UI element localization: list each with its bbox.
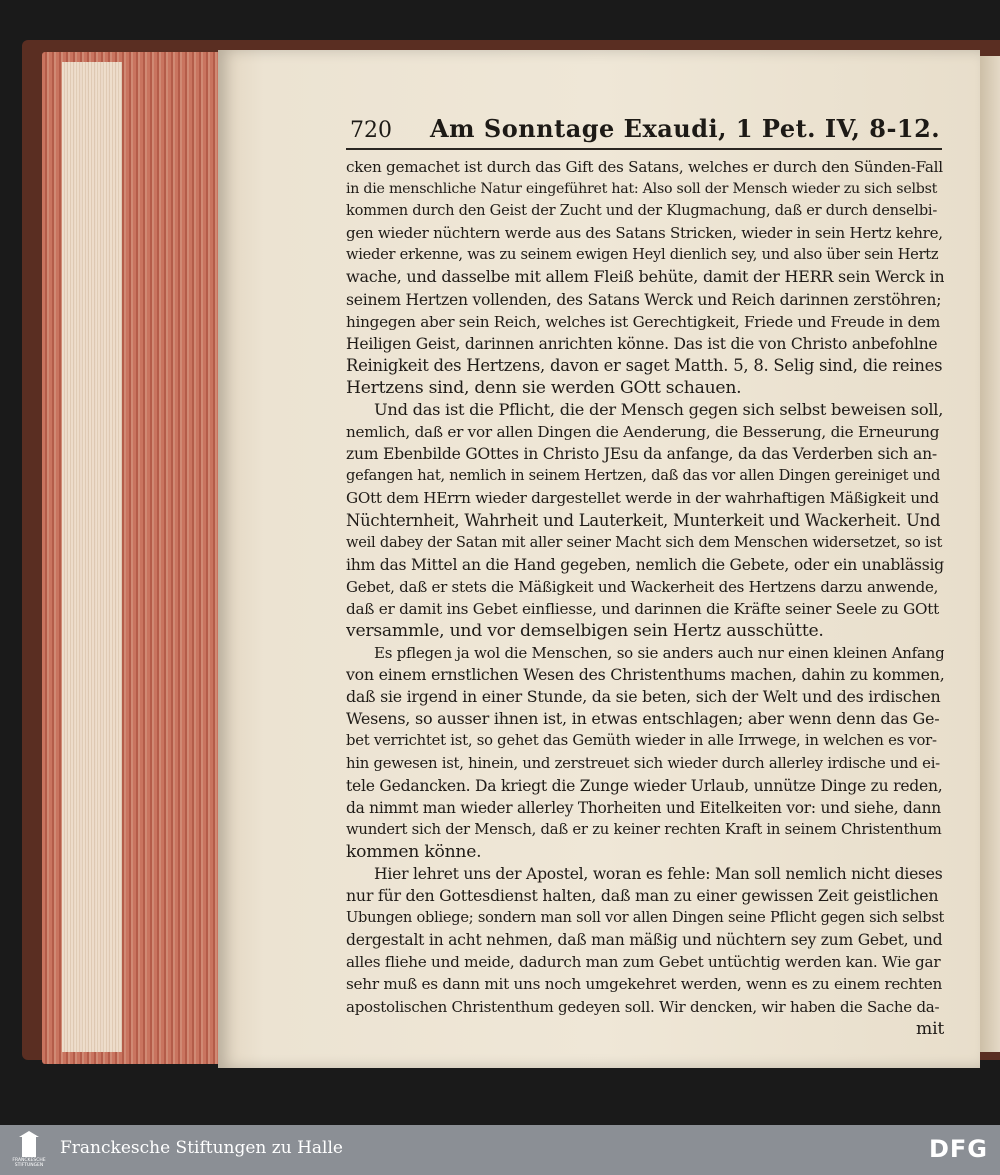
text-line: bet verrichtet ist, so gehet das Gemüth wieder in alle Irrwege, in welchen es vor- xyxy=(346,732,937,750)
page-number: 720 xyxy=(350,118,392,143)
text-line: weil dabey der Satan mit aller seiner Macht sich dem Menschen widersetzet, so ist xyxy=(346,533,943,551)
text-line: Nüchternheit, Wahrheit und Lauterkeit, Munterkeit und Wackerheit. Und xyxy=(346,510,941,530)
text-line: hingegen aber sein Reich, welches ist Gerechtigkeit, Friede und Freude in dem xyxy=(346,312,940,331)
text-line: versammle, und vor demselbigen sein Hertz ausschütte. xyxy=(346,620,824,641)
text-line: wundert sich der Mensch, daß er zu keiner rechten Kraft in seinem Christenthum xyxy=(346,820,942,838)
franckesche-stiftungen-logo-icon xyxy=(10,1131,48,1169)
paragraph-start-line: Es pflegen ja wol die Menschen, so sie anders auch nur einen kleinen Anfang xyxy=(374,644,944,663)
text-line: GOtt dem HErrn wieder dargestellet werde in der wahrhaftigen Mäßigkeit und xyxy=(346,489,939,508)
text-line: von einem ernstlichen Wesen des Christenthums machen, dahin zu kommen, xyxy=(346,665,944,685)
text-line: tele Gedancken. Da kriegt die Zunge wieder Urlaub, unnütze Dinge zu reden, xyxy=(346,776,943,795)
text-line: ihm das Mittel an die Hand gegeben, nemlich die Gebete, oder ein unablässig xyxy=(346,555,944,574)
text-line: nemlich, daß er vor allen Dingen die Aenderung, die Besserung, die Erneurung xyxy=(346,423,940,442)
dfg-logo: DFG xyxy=(928,1135,988,1163)
institution-name: Franckesche Stiftungen zu Halle xyxy=(60,1138,343,1158)
text-line: wieder erkenne, was zu seinem ewigen Heyl dienlich sey, und also über sein Hertz xyxy=(346,246,939,264)
text-line: in die menschliche Natur eingeführet hat: Also soll der Mensch wieder zu sich selbst xyxy=(346,181,938,198)
text-line: Reinigkeit des Hertzens, davon er saget Matth. 5, 8. Selig sind, die reines xyxy=(346,355,943,375)
text-line: Hertzens sind, denn sie werden GOtt schauen. xyxy=(346,377,742,398)
text-line: daß er damit ins Gebet einfliesse, und darinnen die Kräfte seiner Seele zu GOtt xyxy=(346,599,939,618)
text-line: Gebet, daß er stets die Mäßigkeit und Wackerheit des Hertzens darzu anwende, xyxy=(346,577,939,596)
text-line: dergestalt in acht nehmen, daß man mäßig und nüchtern sey zum Gebet, und xyxy=(346,931,943,950)
book-page xyxy=(218,50,980,1068)
page-header xyxy=(346,110,941,150)
text-line: da nimmt man wieder allerley Thorheiten und Eitelkeiten vor: und siehe, dann xyxy=(346,798,941,817)
paragraph-start-line: Hier lehret uns der Apostel, woran es fehle: Man soll nemlich nicht dieses xyxy=(374,865,943,883)
catchword: mit xyxy=(916,1018,944,1039)
text-line: kommen könne. xyxy=(346,841,482,862)
text-line: Heiligen Geist, darinnen anrichten könne. Das ist die von Christo anbefohlne xyxy=(346,334,938,353)
text-line: apostolischen Christenthum gedeyen soll. Wir dencken, wir haben die Sache da- xyxy=(346,997,940,1016)
text-line: nur für den Gottesdienst halten, daß man zu einer gewissen Zeit geistlichen xyxy=(346,886,939,906)
next-page-edge xyxy=(980,56,1000,1052)
text-line: hin gewesen ist, hinein, und zerstreuet sich wieder durch allerley irdische und ei- xyxy=(346,754,940,772)
book-page-edges xyxy=(42,52,222,1064)
text-line: Ubungen obliege; sondern man soll vor allen Dingen seine Pflicht gegen sich selbst xyxy=(346,909,944,927)
text-line: zum Ebenbilde GOttes in Christo JEsu da anfange, da das Verderben sich an- xyxy=(346,445,937,464)
text-line: sehr muß es dann mit uns noch umgekehret werden, wenn es zu einem rechten xyxy=(346,975,943,994)
text-line: gefangen hat, nemlich in seinem Hertzen, daß das vor allen Dingen gereiniget und xyxy=(346,467,941,485)
text-line: alles fliehe und meide, dadurch man zum Gebet untüchtig werden kan. Wie gar xyxy=(346,953,941,972)
text-line: seinem Hertzen vollenden, des Satans Werck und Reich darinnen zerstöhren; xyxy=(346,290,942,309)
running-title: Am Sonntage Exaudi, 1 Pet. IV, 8-12. xyxy=(430,114,941,143)
logo-caption: FRANCKESCHE STIFTUNGEN xyxy=(12,1158,46,1168)
footer-bar xyxy=(0,1125,1000,1175)
text-line: Wesens, so ausser ihnen ist, in etwas entschlagen; aber wenn denn das Ge- xyxy=(346,709,940,729)
text-line: wache, und dasselbe mit allem Fleiß behüte, damit der HERR sein Werck in xyxy=(346,267,944,287)
body-text xyxy=(346,156,944,1040)
text-line: cken gemachet ist durch das Gift des Satans, welches er durch den Sünden-Fall xyxy=(346,158,943,176)
text-line: daß sie irgend in einer Stunde, da sie beten, sich der Welt und des irdischen xyxy=(346,687,941,707)
text-line: kommen durch den Geist der Zucht und der Klugmachung, daß er durch denselbi- xyxy=(346,202,938,220)
text-line: gen wieder nüchtern werde aus des Satans Stricken, wieder in sein Hertz kehre, xyxy=(346,224,943,243)
header-rule xyxy=(346,148,942,150)
paragraph-start-line: Und das ist die Pflicht, die der Mensch gegen sich selbst beweisen soll, xyxy=(374,400,944,420)
